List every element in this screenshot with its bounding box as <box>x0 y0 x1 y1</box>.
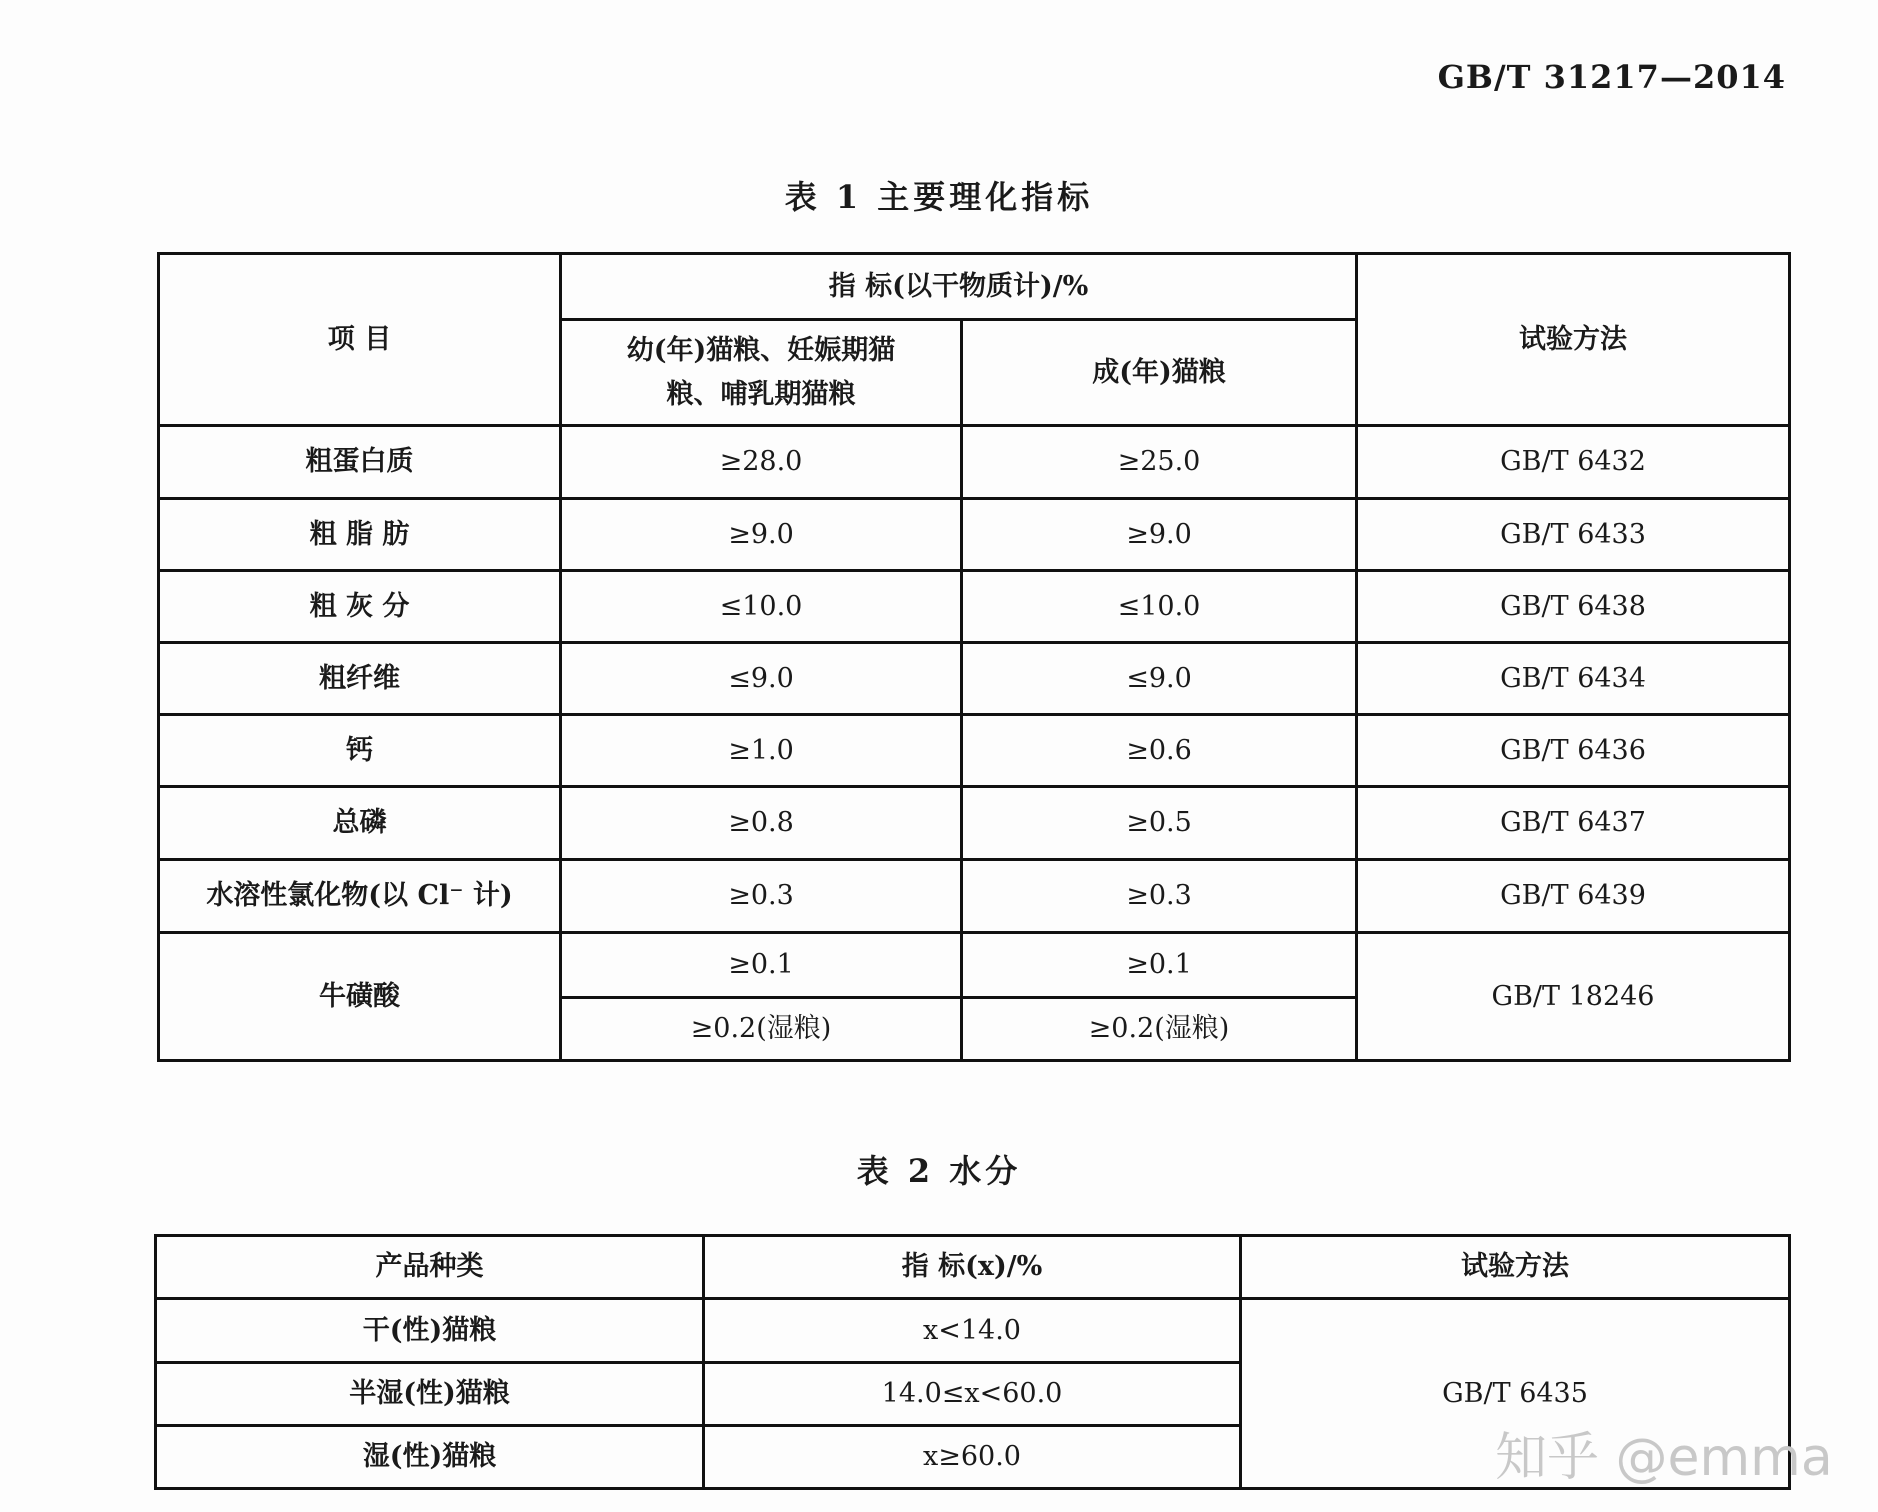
row-method: GB/T 6435 <box>1241 1299 1790 1489</box>
header-item: 项 目 <box>159 254 561 426</box>
row-product: 半湿(性)猫粮 <box>156 1363 704 1426</box>
row-young: ≤9.0 <box>561 643 962 715</box>
header-product: 产品种类 <box>156 1236 704 1299</box>
row-product: 干(性)猫粮 <box>156 1299 704 1363</box>
row-indicator: x≥60.0 <box>704 1426 1241 1489</box>
header-adult: 成(年)猫粮 <box>962 320 1357 426</box>
row-adult: ≥0.6 <box>962 715 1357 787</box>
table-row-taurine <box>159 933 1790 998</box>
header-indicator: 指 标(以干物质计)/% <box>561 254 1357 320</box>
row-method: GB/T 6433 <box>1357 499 1790 571</box>
watermark: 知乎 @emma <box>1495 1428 1833 1488</box>
row-method: GB/T 6437 <box>1357 787 1790 860</box>
table-row <box>159 787 1790 860</box>
row-young: ≥1.0 <box>561 715 962 787</box>
row-adult: ≥0.5 <box>962 787 1357 860</box>
row-young: ≤10.0 <box>561 571 962 643</box>
row-young: ≥9.0 <box>561 499 962 571</box>
row-young: ≥0.3 <box>561 860 962 933</box>
table-row <box>159 715 1790 787</box>
row-method: GB/T 6439 <box>1357 860 1790 933</box>
table-row <box>159 499 1790 571</box>
row-item: 粗纤维 <box>159 643 561 715</box>
row-adult: ≥0.3 <box>962 860 1357 933</box>
row-young: ≥0.2(湿粮) <box>561 998 962 1061</box>
header-method: 试验方法 <box>1357 254 1790 426</box>
table1-physicochemical-indicators <box>157 252 1791 1062</box>
row-indicator: x<14.0 <box>704 1299 1241 1363</box>
table1-caption: 表 1 主要理化指标 <box>784 178 1094 216</box>
table-row <box>159 643 1790 715</box>
header-method: 试验方法 <box>1241 1236 1790 1299</box>
standard-number: GB/T 31217—2014 <box>1437 58 1786 96</box>
row-adult: ≤10.0 <box>962 571 1357 643</box>
row-item: 粗 脂 肪 <box>159 499 561 571</box>
header-indicator: 指 标(x)/% <box>704 1236 1241 1299</box>
row-item: 水溶性氯化物(以 Cl⁻ 计) <box>159 860 561 933</box>
row-method: GB/T 6434 <box>1357 643 1790 715</box>
row-item: 钙 <box>159 715 561 787</box>
row-method: GB/T 6438 <box>1357 571 1790 643</box>
row-young: ≥0.8 <box>561 787 962 860</box>
row-method: GB/T 6432 <box>1357 426 1790 499</box>
row-method: GB/T 18246 <box>1357 933 1790 1061</box>
row-method: GB/T 6436 <box>1357 715 1790 787</box>
row-item: 总磷 <box>159 787 561 860</box>
row-adult: ≤9.0 <box>962 643 1357 715</box>
table-row <box>159 860 1790 933</box>
row-young: ≥0.1 <box>561 933 962 998</box>
row-adult: ≥9.0 <box>962 499 1357 571</box>
table2-caption: 表 2 水分 <box>856 1152 1022 1190</box>
row-item: 粗蛋白质 <box>159 426 561 499</box>
table-row <box>159 426 1790 499</box>
row-adult: ≥0.1 <box>962 933 1357 998</box>
table-row <box>156 1299 1790 1363</box>
table-row <box>159 571 1790 643</box>
row-adult: ≥25.0 <box>962 426 1357 499</box>
row-indicator: 14.0≤x<60.0 <box>704 1363 1241 1426</box>
row-product: 湿(性)猫粮 <box>156 1426 704 1489</box>
row-item: 牛磺酸 <box>159 933 561 1061</box>
row-adult: ≥0.2(湿粮) <box>962 998 1357 1061</box>
header-young: 幼(年)猫粮、妊娠期猫粮、哺乳期猫粮 <box>561 320 962 426</box>
row-young: ≥28.0 <box>561 426 962 499</box>
row-item: 粗 灰 分 <box>159 571 561 643</box>
